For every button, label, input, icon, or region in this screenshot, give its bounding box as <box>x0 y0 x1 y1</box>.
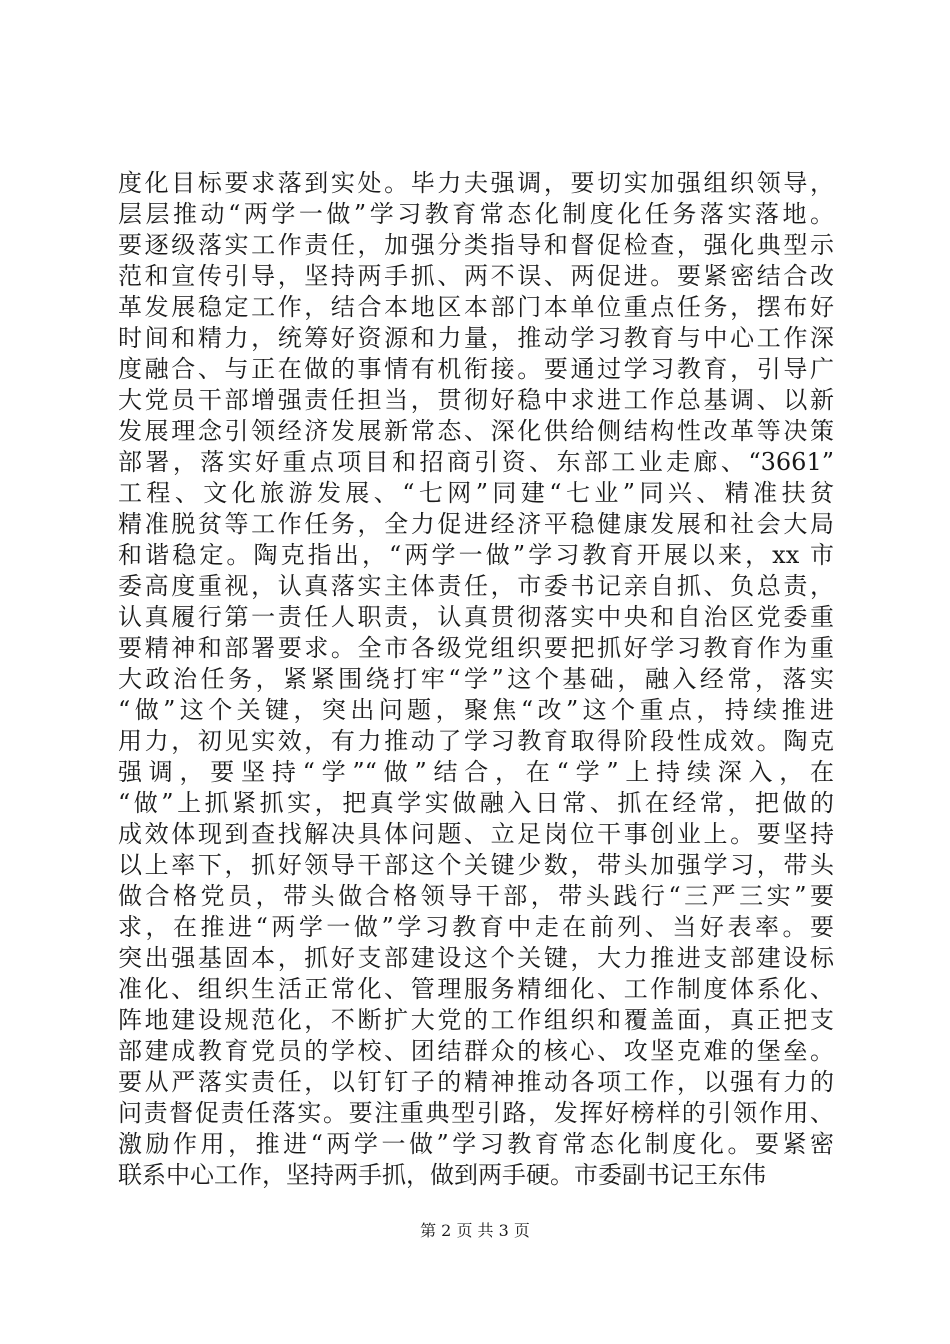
text-line: 突出强基固本，抓好支部建设这个关键，大力推进支部建设标 <box>118 944 834 972</box>
text-line: 成效体现到查找解决具体问题、立足岗位干事创业上。要坚持 <box>118 820 834 848</box>
text-line: 时间和精力，统筹好资源和力量，推动学习教育与中心工作深 <box>118 324 834 352</box>
text-line: 大政治任务，紧紧围绕打牢“学”这个基础，融入经常，落实 <box>118 665 834 693</box>
text-line: 要逐级落实工作责任，加强分类指导和督促检查，强化典型示 <box>118 231 834 259</box>
text-line: 部建成教育党员的学校、团结群众的核心、攻坚克难的堡垒。 <box>118 1037 834 1065</box>
text-line: 做合格党员，带头做合格领导干部，带头践行“三严三实”要 <box>118 882 834 910</box>
text-line: 要精神和部署要求。全市各级党组织要把抓好学习教育作为重 <box>118 634 834 662</box>
text-line: 认真履行第一责任人职责，认真贯彻落实中央和自治区党委重 <box>118 603 834 631</box>
text-line: 发展理念引领经济发展新常态、深化供给侧结构性改革等决策 <box>118 417 834 445</box>
text-line: 求，在推进“两学一做”学习教育中走在前列、当好表率。要 <box>118 913 834 941</box>
text-line: 强调，要坚持“学”“做”结合，在“学”上持续深入，在 <box>118 758 834 786</box>
text-line: 大党员干部增强责任担当，贯彻好稳中求进工作总基调、以新 <box>118 386 834 414</box>
text-line: 准化、组织生活正常化、管理服务精细化、工作制度体系化、 <box>118 975 834 1003</box>
text-line: 问责督促责任落实。要注重典型引路，发挥好榜样的引领作用、 <box>118 1099 834 1127</box>
text-line: 激励作用，推进“两学一做”学习教育常态化制度化。要紧密 <box>118 1130 834 1158</box>
text-line: “做”这个关键，突出问题，聚焦“改”这个重点，持续推进 <box>118 696 834 724</box>
text-line: 工程、文化旅游发展、“七网”同建“七业”同兴、精准扶贫 <box>118 479 834 507</box>
text-line: 要从严落实责任，以钉钉子的精神推动各项工作，以强有力的 <box>118 1068 834 1096</box>
text-line: 联系中心工作，坚持两手抓，做到两手硬。市委副书记王东伟 <box>118 1161 766 1189</box>
text-line: 度化目标要求落到实处。毕力夫强调，要切实加强组织领导， <box>118 169 834 197</box>
text-line: 和谐稳定。陶克指出，“两学一做”学习教育开展以来，xx 市 <box>118 541 834 569</box>
text-line: 以上率下，抓好领导干部这个关键少数，带头加强学习，带头 <box>118 851 834 879</box>
text-line: 精准脱贫等工作任务，全力促进经济平稳健康发展和社会大局 <box>118 510 834 538</box>
text-line: 部署，落实好重点项目和招商引资、东部工业走廊、“3661” <box>118 448 834 476</box>
text-line: 用力，初见实效，有力推动了学习教育取得阶段性成效。陶克 <box>118 727 834 755</box>
text-line: “做”上抓紧抓实，把真学实做融入日常、抓在经常，把做的 <box>118 789 834 817</box>
text-line: 阵地建设规范化，不断扩大党的工作组织和覆盖面，真正把支 <box>118 1006 834 1034</box>
text-line: 层层推动“两学一做”学习教育常态化制度化任务落实落地。 <box>118 200 834 228</box>
page-footer: 第 2 页 共 3 页 <box>420 1221 530 1240</box>
text-line: 度融合、与正在做的事情有机衔接。要通过学习教育，引导广 <box>118 355 834 383</box>
text-line: 委高度重视，认真落实主体责任，市委书记亲自抓、负总责， <box>118 572 834 600</box>
text-line: 范和宣传引导，坚持两手抓、两不误、两促进。要紧密结合改 <box>118 262 834 290</box>
body-paragraph <box>118 168 834 1191</box>
text-line: 革发展稳定工作，结合本地区本部门本单位重点任务，摆布好 <box>118 293 834 321</box>
